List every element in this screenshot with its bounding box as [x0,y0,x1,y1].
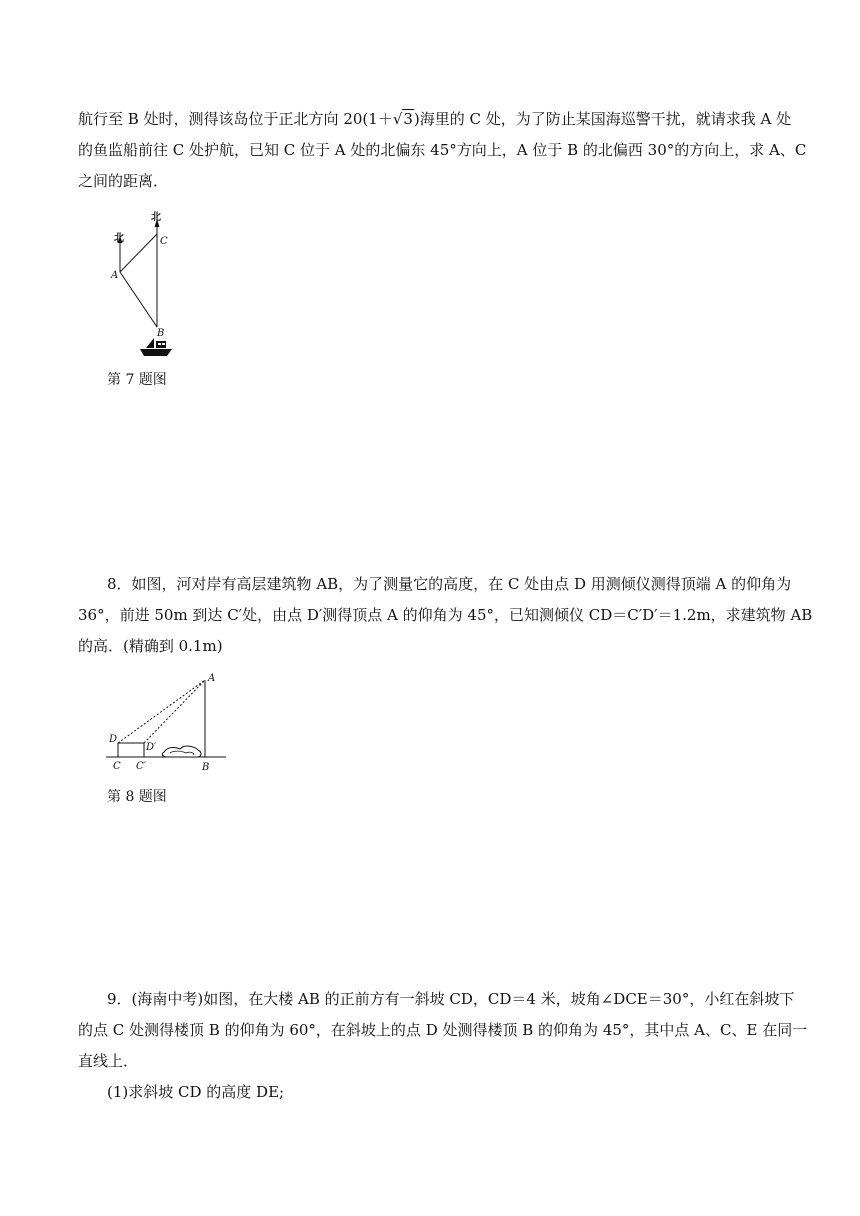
problem7-line1: 航行至 B 处时，测得该岛位于正北方向 20(1＋√3)海里的 C 处，为了防止某国海巡警干扰，就请求我 A 处 [78,104,784,135]
point-b-label: B [157,328,165,339]
problem8-line1: 8．如图，河对岸有高层建筑物 AB，为了测量它的高度，在 C 处由点 D 用测倾仪测得顶端 A 的仰角为 [107,575,792,593]
problem7-figure [100,205,190,365]
point-d2-label: D′ [146,742,157,753]
north-label-left: 北 [114,233,124,244]
ship-icon [140,338,172,356]
problem9-line1: 9．(海南中考)如图，在大楼 AB 的正前方有一斜坡 CD，CD＝4 米，坡角∠DCE＝30°，小红在斜坡下 [107,990,795,1008]
north-label-right: 北 [151,212,161,223]
problem8-line3: 的高．(精确到 0.1m) [78,637,223,655]
problem8-figure [104,670,228,780]
point-c-label: C [160,236,168,247]
problem7-caption: 第 7 题图 [107,372,167,388]
problem9-line2: 的点 C 处测得楼顶 B 的仰角为 60°，在斜坡上的点 D 处测得楼顶 B 的仰角为 45°，其中点 A、C、E 在同一 [78,1021,808,1039]
point-a-label: A [208,673,216,684]
problem9-text [78,984,808,1108]
problem8-line2: 36°，前进 50m 到达 C′处，由点 D′测得顶点 A 的仰角为 45°，已知测倾仪 CD＝C′D′＝1.2m，求建筑物 AB [78,606,813,624]
problem7-text [78,104,807,197]
point-b-label: B [202,762,210,773]
point-c-label: C [113,761,121,772]
problem7-line3: 之间的距离． [78,172,169,190]
problem7-line2: 的鱼监船前往 C 处护航，已知 C 位于 A 处的北偏东 45°方向上，A 位于 B 的北偏西 30°的方向上，求 A、C [78,141,807,159]
river-shape [162,746,201,757]
problem8-text [78,569,813,662]
point-c2-label: C′ [136,761,146,772]
problem8-caption: 第 8 题图 [107,789,167,805]
sqrt-expression: √3 [392,110,413,128]
point-a-label: A [111,270,119,281]
point-d-label: D [109,734,118,745]
problem9-sub1: (1)求斜坡 CD 的高度 DE; [107,1083,285,1101]
problem9-line3: 直线上． [78,1052,139,1070]
